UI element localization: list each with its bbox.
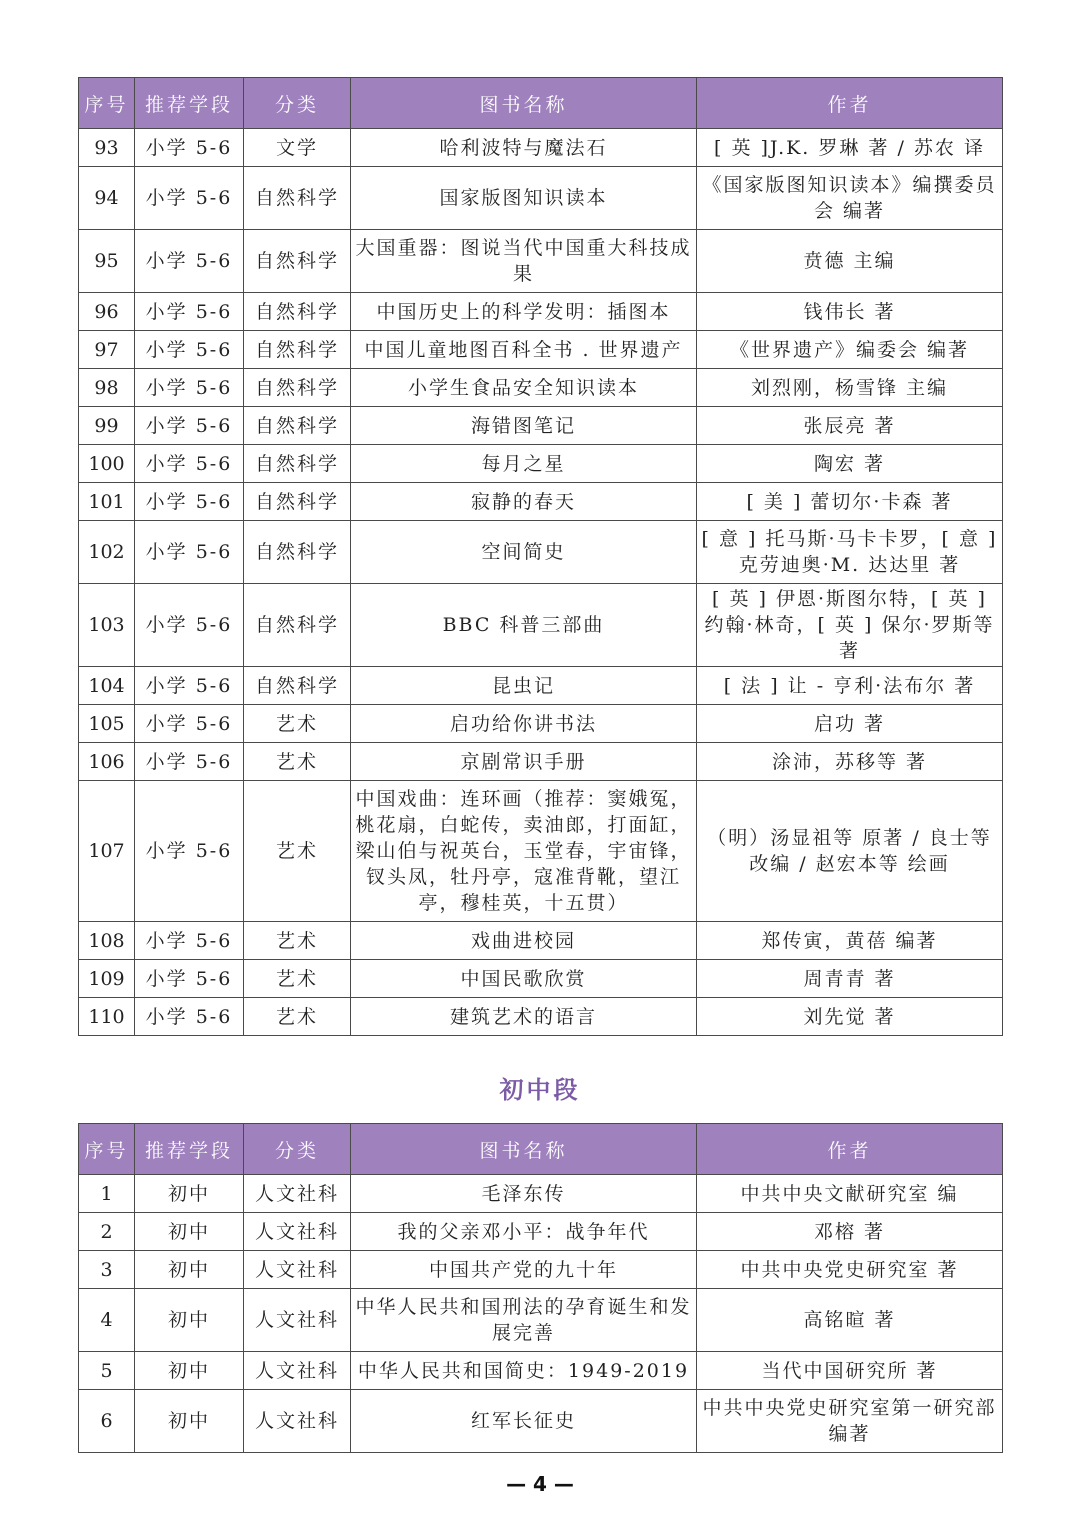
row-number: 101 — [79, 483, 135, 521]
row-author: 钱伟长 著 — [697, 293, 1003, 331]
table-row — [79, 407, 1003, 445]
row-stage: 小学 5-6 — [135, 667, 244, 705]
header-author: 作者 — [697, 1124, 1003, 1175]
row-number: 5 — [79, 1352, 135, 1390]
row-title: 昆虫记 — [351, 667, 697, 705]
row-title: 京剧常识手册 — [351, 743, 697, 781]
table-row — [79, 293, 1003, 331]
row-title: 哈利波特与魔法石 — [351, 129, 697, 167]
row-title: 中国共产党的九十年 — [351, 1251, 697, 1289]
row-number: 2 — [79, 1213, 135, 1251]
row-author: 中共中央党史研究室 著 — [697, 1251, 1003, 1289]
table-row — [79, 1352, 1003, 1390]
row-stage: 小学 5-6 — [135, 167, 244, 230]
row-category: 人文社科 — [244, 1390, 351, 1453]
table-row — [79, 331, 1003, 369]
page-number: — 4 — — [506, 1472, 574, 1496]
row-stage: 小学 5-6 — [135, 743, 244, 781]
row-author: 《国家版图知识读本》编撰委员会 编著 — [697, 167, 1003, 230]
row-title: 中国儿童地图百科全书 . 世界遗产 — [351, 331, 697, 369]
row-stage: 小学 5-6 — [135, 407, 244, 445]
row-stage: 初中 — [135, 1352, 244, 1390]
row-number: 100 — [79, 445, 135, 483]
row-author: 中共中央文献研究室 编 — [697, 1175, 1003, 1213]
row-author: 郑传寅，黄蓓 编著 — [697, 922, 1003, 960]
row-category: 艺术 — [244, 705, 351, 743]
table-row — [79, 1390, 1003, 1453]
row-author: 周青青 著 — [697, 960, 1003, 998]
book-table-primary — [78, 77, 1003, 1036]
row-category: 人文社科 — [244, 1213, 351, 1251]
book-table-junior-high — [78, 1123, 1003, 1453]
row-number: 99 — [79, 407, 135, 445]
row-number: 103 — [79, 584, 135, 667]
row-author: 中共中央党史研究室第一研究部 编著 — [697, 1390, 1003, 1453]
row-category: 自然科学 — [244, 407, 351, 445]
table-row — [79, 230, 1003, 293]
header-stage: 推荐学段 — [135, 78, 244, 129]
row-category: 自然科学 — [244, 584, 351, 667]
row-category: 自然科学 — [244, 331, 351, 369]
row-category: 艺术 — [244, 922, 351, 960]
row-title: 空间简史 — [351, 521, 697, 584]
row-number: 105 — [79, 705, 135, 743]
row-author: [ 美 ] 蕾切尔·卡森 著 — [697, 483, 1003, 521]
row-title: 毛泽东传 — [351, 1175, 697, 1213]
row-title: 戏曲进校园 — [351, 922, 697, 960]
row-author: 刘先觉 著 — [697, 998, 1003, 1036]
row-category: 自然科学 — [244, 167, 351, 230]
row-stage: 小学 5-6 — [135, 584, 244, 667]
row-number: 110 — [79, 998, 135, 1036]
row-number: 97 — [79, 331, 135, 369]
row-stage: 初中 — [135, 1390, 244, 1453]
row-category: 自然科学 — [244, 521, 351, 584]
row-category: 自然科学 — [244, 445, 351, 483]
row-category: 自然科学 — [244, 483, 351, 521]
row-number: 6 — [79, 1390, 135, 1453]
header-title: 图书名称 — [351, 78, 697, 129]
table-row — [79, 781, 1003, 922]
row-author: [ 意 ] 托马斯·马卡卡罗，[ 意 ] 克劳迪奥·M. 达达里 著 — [697, 521, 1003, 584]
row-number: 95 — [79, 230, 135, 293]
row-number: 3 — [79, 1251, 135, 1289]
row-stage: 初中 — [135, 1175, 244, 1213]
row-title: 中国民歌欣赏 — [351, 960, 697, 998]
row-title: 中国戏曲：连环画（推荐：窦娥冤，桃花扇，白蛇传，卖油郎，打面缸，梁山伯与祝英台，玉堂春，宇宙锋，钗头凤，牡丹亭，寇准背靴，望江亭，穆桂英，十五贯） — [351, 781, 697, 922]
row-number: 96 — [79, 293, 135, 331]
row-title: 大国重器：图说当代中国重大科技成果 — [351, 230, 697, 293]
table-row — [79, 584, 1003, 667]
header-number: 序号 — [79, 1124, 135, 1175]
row-author: 高铭暄 著 — [697, 1289, 1003, 1352]
row-stage: 小学 5-6 — [135, 293, 244, 331]
row-category: 文学 — [244, 129, 351, 167]
row-stage: 小学 5-6 — [135, 998, 244, 1036]
row-category: 人文社科 — [244, 1251, 351, 1289]
table-row — [79, 445, 1003, 483]
row-title: 国家版图知识读本 — [351, 167, 697, 230]
row-stage: 小学 5-6 — [135, 781, 244, 922]
row-category: 自然科学 — [244, 293, 351, 331]
row-number: 104 — [79, 667, 135, 705]
table-body — [79, 1175, 1003, 1453]
row-number: 109 — [79, 960, 135, 998]
row-stage: 小学 5-6 — [135, 445, 244, 483]
section-title: 初中段 — [499, 1075, 581, 1104]
row-author: 贲德 主编 — [697, 230, 1003, 293]
row-author: [ 英 ] 伊恩·斯图尔特，[ 英 ] 约翰·林奇，[ 英 ] 保尔·罗斯等 著 — [697, 584, 1003, 667]
row-title: 红军长征史 — [351, 1390, 697, 1453]
row-stage: 小学 5-6 — [135, 960, 244, 998]
row-category: 自然科学 — [244, 369, 351, 407]
row-stage: 初中 — [135, 1251, 244, 1289]
row-title: 每月之星 — [351, 445, 697, 483]
row-stage: 小学 5-6 — [135, 922, 244, 960]
header-stage: 推荐学段 — [135, 1124, 244, 1175]
table-row — [79, 705, 1003, 743]
row-title: 启功给你讲书法 — [351, 705, 697, 743]
row-title: 海错图笔记 — [351, 407, 697, 445]
row-author: 邓榕 著 — [697, 1213, 1003, 1251]
row-number: 93 — [79, 129, 135, 167]
row-number: 4 — [79, 1289, 135, 1352]
row-category: 艺术 — [244, 781, 351, 922]
table-header-row — [79, 1124, 1003, 1175]
row-number: 1 — [79, 1175, 135, 1213]
table-row — [79, 1289, 1003, 1352]
table-row — [79, 129, 1003, 167]
row-category: 自然科学 — [244, 667, 351, 705]
table-row — [79, 369, 1003, 407]
header-author: 作者 — [697, 78, 1003, 129]
row-author: 陶宏 著 — [697, 445, 1003, 483]
row-title: 中华人民共和国刑法的孕育诞生和发展完善 — [351, 1289, 697, 1352]
row-stage: 小学 5-6 — [135, 521, 244, 584]
row-author: 涂沛，苏移等 著 — [697, 743, 1003, 781]
row-stage: 小学 5-6 — [135, 369, 244, 407]
row-title: 中华人民共和国简史：1949-2019 — [351, 1352, 697, 1390]
row-author: [ 法 ] 让 - 亨利·法布尔 著 — [697, 667, 1003, 705]
row-stage: 小学 5-6 — [135, 483, 244, 521]
table-row — [79, 1175, 1003, 1213]
header-number: 序号 — [79, 78, 135, 129]
row-title: 我的父亲邓小平：战争年代 — [351, 1213, 697, 1251]
table-row — [79, 483, 1003, 521]
row-number: 106 — [79, 743, 135, 781]
row-category: 艺术 — [244, 743, 351, 781]
row-title: 中国历史上的科学发明：插图本 — [351, 293, 697, 331]
table-row — [79, 743, 1003, 781]
table-body — [79, 129, 1003, 1036]
row-number: 108 — [79, 922, 135, 960]
table-row — [79, 960, 1003, 998]
row-author: 启功 著 — [697, 705, 1003, 743]
row-category: 人文社科 — [244, 1289, 351, 1352]
table-row — [79, 922, 1003, 960]
header-category: 分类 — [244, 78, 351, 129]
row-stage: 初中 — [135, 1213, 244, 1251]
table-header-row — [79, 78, 1003, 129]
table-row — [79, 521, 1003, 584]
row-stage: 小学 5-6 — [135, 705, 244, 743]
header-category: 分类 — [244, 1124, 351, 1175]
row-stage: 小学 5-6 — [135, 129, 244, 167]
header-title: 图书名称 — [351, 1124, 697, 1175]
row-number: 107 — [79, 781, 135, 922]
row-author: 当代中国研究所 著 — [697, 1352, 1003, 1390]
row-title: 小学生食品安全知识读本 — [351, 369, 697, 407]
row-category: 人文社科 — [244, 1352, 351, 1390]
table-row — [79, 1213, 1003, 1251]
row-category: 艺术 — [244, 998, 351, 1036]
row-stage: 初中 — [135, 1289, 244, 1352]
row-number: 94 — [79, 167, 135, 230]
row-title: BBC 科普三部曲 — [351, 584, 697, 667]
row-stage: 小学 5-6 — [135, 230, 244, 293]
table-row — [79, 167, 1003, 230]
row-author: 《世界遗产》编委会 编著 — [697, 331, 1003, 369]
row-category: 人文社科 — [244, 1175, 351, 1213]
row-stage: 小学 5-6 — [135, 331, 244, 369]
row-title: 寂静的春天 — [351, 483, 697, 521]
table-row — [79, 667, 1003, 705]
row-category: 自然科学 — [244, 230, 351, 293]
row-title: 建筑艺术的语言 — [351, 998, 697, 1036]
row-author: （明）汤显祖等 原著 / 良士等 改编 / 赵宏本等 绘画 — [697, 781, 1003, 922]
row-author: 张辰亮 著 — [697, 407, 1003, 445]
table-row — [79, 1251, 1003, 1289]
row-number: 98 — [79, 369, 135, 407]
row-author: 刘烈刚，杨雪锋 主编 — [697, 369, 1003, 407]
row-number: 102 — [79, 521, 135, 584]
table-row — [79, 998, 1003, 1036]
row-author: [ 英 ]J.K. 罗琳 著 / 苏农 译 — [697, 129, 1003, 167]
row-category: 艺术 — [244, 960, 351, 998]
